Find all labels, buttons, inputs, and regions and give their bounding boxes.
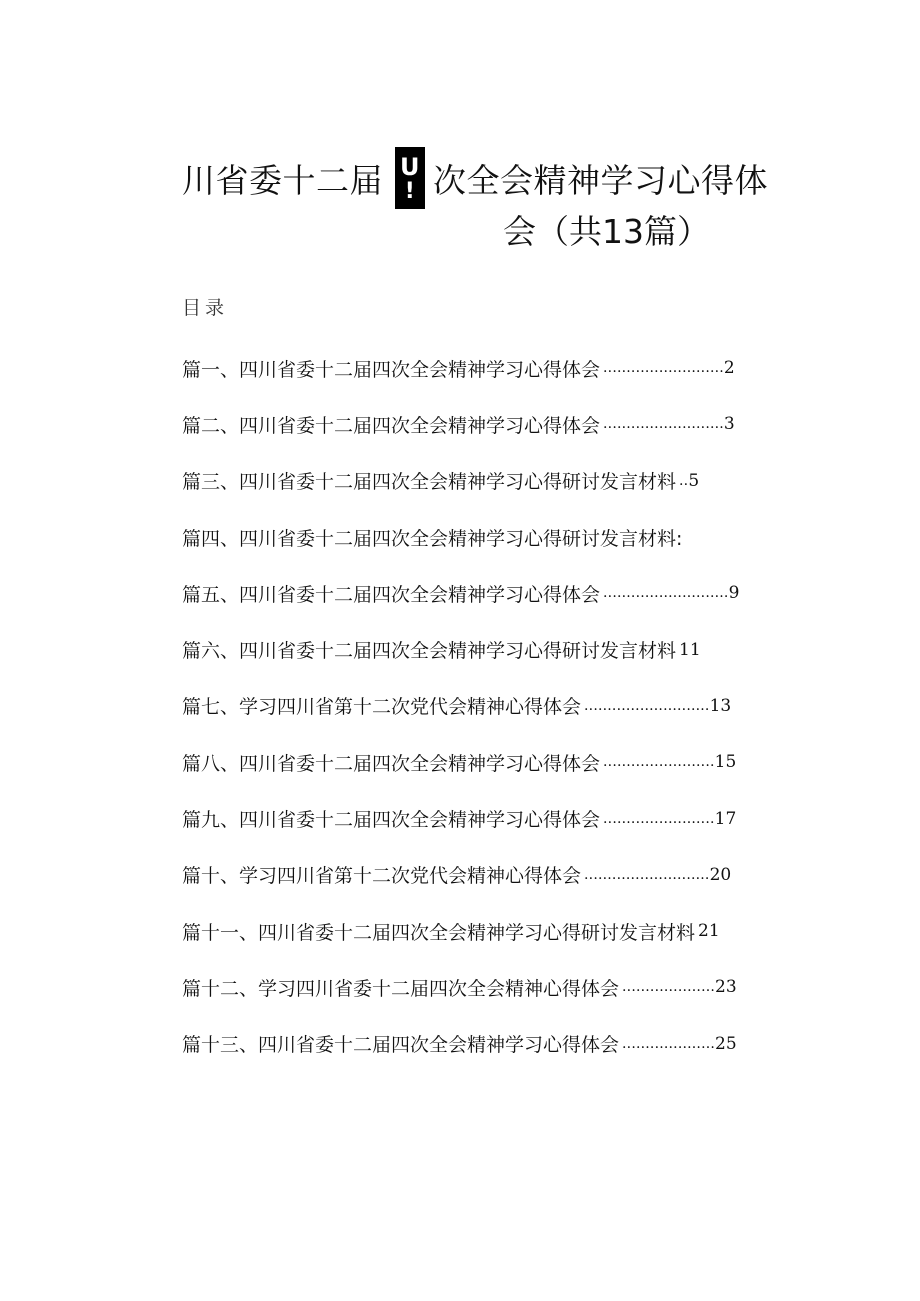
toc-entry-title: 篇十二、学习四川省委十二届四次全会精神心得体会 (182, 977, 620, 1000)
toc-entry-page: 20 (709, 864, 732, 885)
toc-entry[interactable] (182, 396, 782, 452)
toc-entry[interactable] (182, 790, 782, 846)
toc-entry-page: 3 (723, 414, 735, 435)
toc-entry[interactable] (182, 340, 782, 396)
toc-entry-title: 篇十三、四川省委十二届四次全会精神学习心得体会 (182, 1034, 620, 1057)
toc-entry-page: 9 (728, 583, 740, 604)
toc-entry[interactable] (182, 678, 782, 734)
toc-entry[interactable] (182, 621, 782, 677)
toc-entry-title: 篇六、四川省委十二届四次全会精神学习心得研讨发言材料 (182, 640, 677, 663)
toc-entry-leader: ........................ (603, 810, 715, 827)
toc-entry-leader: ........................... (603, 585, 729, 602)
toc-entry[interactable] (182, 959, 782, 1015)
toc-entry-title: 篇二、四川省委十二届四次全会精神学习心得体会 (182, 414, 601, 437)
redacted-glyph-top: U (400, 153, 420, 181)
table-of-contents (182, 340, 782, 1072)
toc-entry-leader: .......................... (603, 416, 724, 433)
toc-entry-leader: ........................... (584, 866, 710, 883)
toc-entry-leader: .................... (622, 1035, 716, 1052)
toc-entry[interactable] (182, 847, 782, 903)
toc-entry-page: 15 (714, 752, 737, 773)
toc-entry-leader: .................... (622, 979, 716, 996)
toc-entry-title: 篇一、四川省委十二届四次全会精神学习心得体会 (182, 358, 601, 381)
toc-entry[interactable] (182, 453, 782, 509)
toc-entry-page: 25 (715, 1033, 737, 1054)
toc-entry-page: 21 (698, 921, 720, 942)
toc-entry-title: 篇七、学习四川省第十二次党代会精神心得体会 (182, 696, 582, 719)
toc-entry-title: 篇三、四川省委十二届四次全会精神学习心得研讨发言材料 (182, 471, 677, 494)
toc-entry[interactable] (182, 903, 782, 959)
toc-entry[interactable] (182, 509, 782, 565)
toc-entry-title: 篇十一、四川省委十二届四次全会精神学习心得研讨发言材料 (182, 921, 696, 944)
toc-entry[interactable] (182, 565, 782, 621)
toc-entry-leader: ........................... (584, 697, 710, 714)
redacted-glyph-bottom: ! (404, 179, 416, 204)
toc-entry-leader: ........................ (603, 754, 715, 771)
toc-entry[interactable] (182, 734, 782, 790)
document-title-line-2: 会（共13篇） (503, 211, 710, 251)
toc-entry-title: 篇九、四川省委十二届四次全会精神学习心得体会 (182, 809, 601, 832)
title-part-1: 川省委十二届 (182, 160, 383, 200)
toc-entry-title: 篇五、四川省委十二届四次全会精神学习心得体会 (182, 583, 601, 606)
toc-entry-page: 2 (723, 358, 735, 379)
toc-entry-title: 篇四、四川省委十二届四次全会精神学习心得研讨发言材料: (182, 527, 683, 550)
toc-entry-page: 17 (714, 808, 737, 829)
toc-entry-title: 篇十、学习四川省第十二次党代会精神心得体会 (182, 865, 582, 888)
document-title-line-1 (182, 146, 768, 210)
toc-entry-title: 篇八、四川省委十二届四次全会精神学习心得体会 (182, 752, 601, 775)
toc-entry-leader: .......................... (603, 360, 724, 377)
toc-entry[interactable] (182, 1016, 782, 1072)
redaction-block (395, 147, 425, 209)
toc-entry-page: 5 (688, 470, 700, 491)
toc-entry-page: 11 (679, 639, 701, 660)
toc-heading: 目录 (182, 297, 229, 319)
title-part-2: 次全会精神学习心得体 (433, 160, 768, 200)
toc-entry-page: 23 (715, 977, 737, 998)
toc-entry-leader: .. (679, 472, 689, 489)
toc-entry-page: 13 (709, 695, 732, 716)
